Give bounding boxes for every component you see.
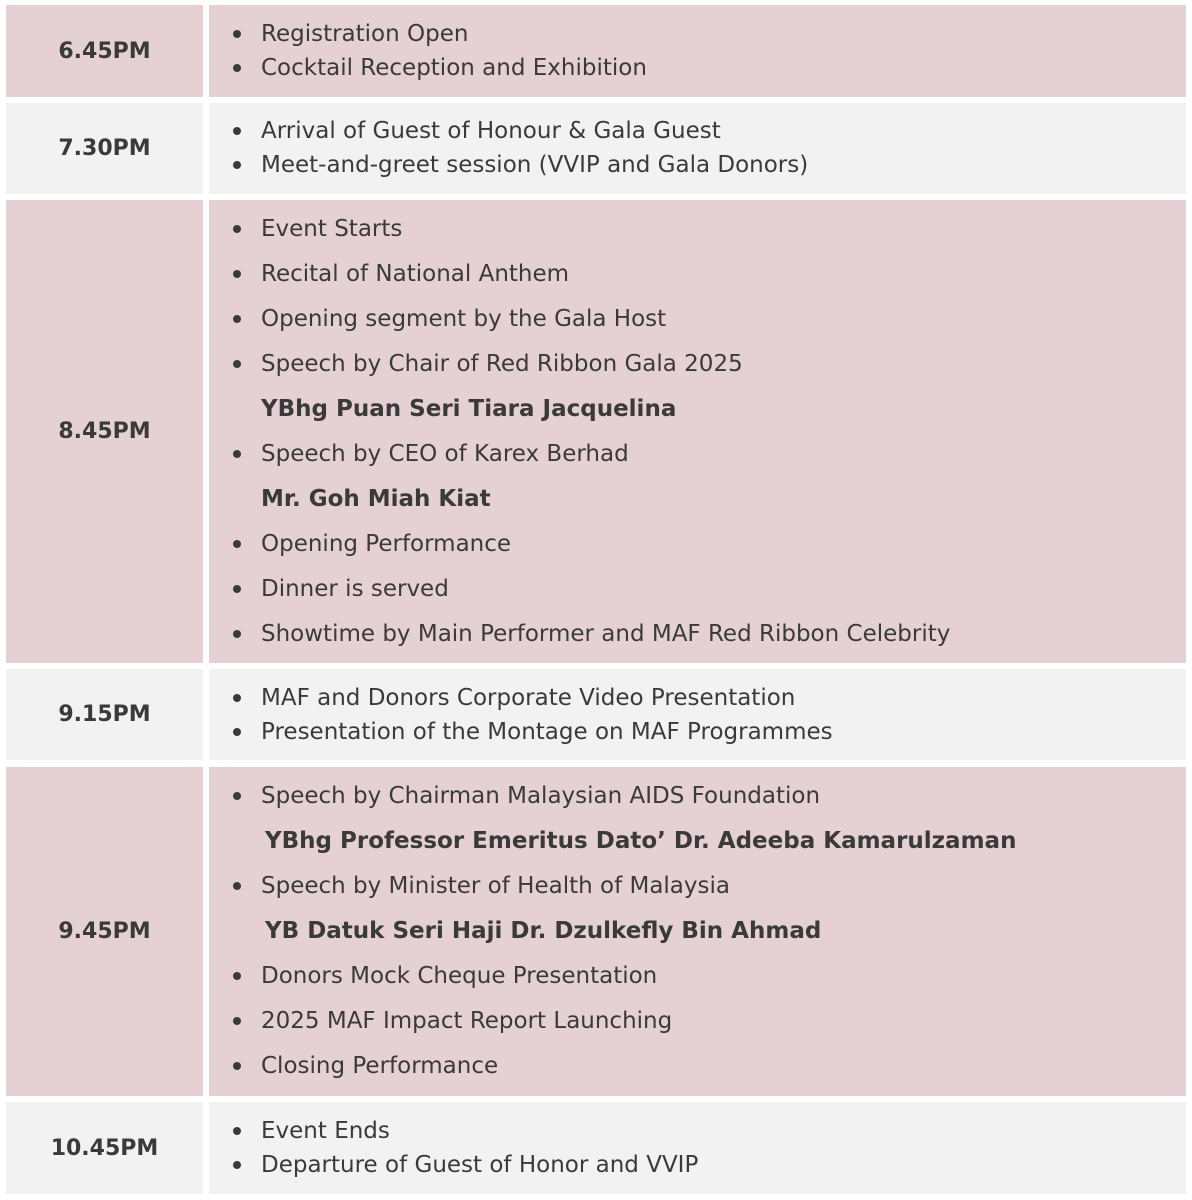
time-label: 9.15PM (58, 702, 151, 727)
bullet-icon (233, 1127, 241, 1135)
agenda-cell: Event Ends Departure of Guest of Honor and VVIP (209, 1102, 1186, 1194)
time-cell (6, 200, 203, 663)
bullet-icon (233, 450, 241, 458)
bullet-icon (233, 728, 241, 736)
agenda-cell: Arrival of Guest of Honour & Gala Guest Meet-and-greet session (VVIP and Gala Donors) (209, 103, 1186, 194)
time-cell (6, 1102, 203, 1194)
time-label: 10.45PM (50, 1135, 159, 1161)
bullet-icon (233, 225, 241, 233)
bullet-icon (233, 127, 241, 135)
agenda-cell: MAF and Donors Corporate Video Presentation Presentation of the Montage on MAF Programmes (209, 669, 1186, 760)
bullet-icon (233, 882, 241, 890)
time-label: 7.30PM (58, 136, 151, 161)
time-cell (6, 103, 203, 194)
bullet-icon (233, 585, 241, 593)
bullet-icon (233, 270, 241, 278)
time-cell (6, 767, 203, 1096)
bullet-icon (233, 540, 241, 548)
bullet-icon (233, 1161, 241, 1169)
time-label: 6.45PM (58, 38, 151, 64)
time-cell (6, 669, 203, 760)
time-cell (6, 5, 203, 97)
time-label: 9.45PM (58, 919, 151, 944)
bullet-icon (233, 1017, 241, 1025)
bullet-icon (233, 64, 241, 72)
bullet-icon (233, 972, 241, 980)
time-label: 8.45PM (58, 419, 151, 444)
agenda-cell: Speech by Chairman Malaysian AIDS Foundation YBhg Professor Emeritus Dato’ Dr. Adeeba Kamarulzaman Speech by Minister of Health of Malaysia YB Datuk Seri Haji Dr. Dzulkefly Bin Ahmad Donors Mock Cheque Presentation 2025 MAF Impact Report Launching Closing Performance (209, 767, 1186, 1096)
bullet-icon (233, 792, 241, 800)
bullet-icon (233, 694, 241, 702)
agenda-cell: Event Starts Recital of National Anthem Opening segment by the Gala Host Speech by Chair of Red Ribbon Gala 2025 YBhg Puan Seri Tiara Jacquelina Speech by CEO of Karex Berhad Mr. Goh Miah Kiat Opening Performance Dinner is served Showtime by Main Performer and MAF Red Ribbon Celebrity (209, 200, 1186, 663)
agenda-cell: Registration Open Cocktail Reception and Exhibition (209, 5, 1186, 97)
bullet-icon (233, 360, 241, 368)
bullet-icon (233, 161, 241, 169)
bullet-icon (233, 1062, 241, 1070)
bullet-icon (233, 30, 241, 38)
bullet-icon (233, 315, 241, 323)
bullet-icon (233, 630, 241, 638)
